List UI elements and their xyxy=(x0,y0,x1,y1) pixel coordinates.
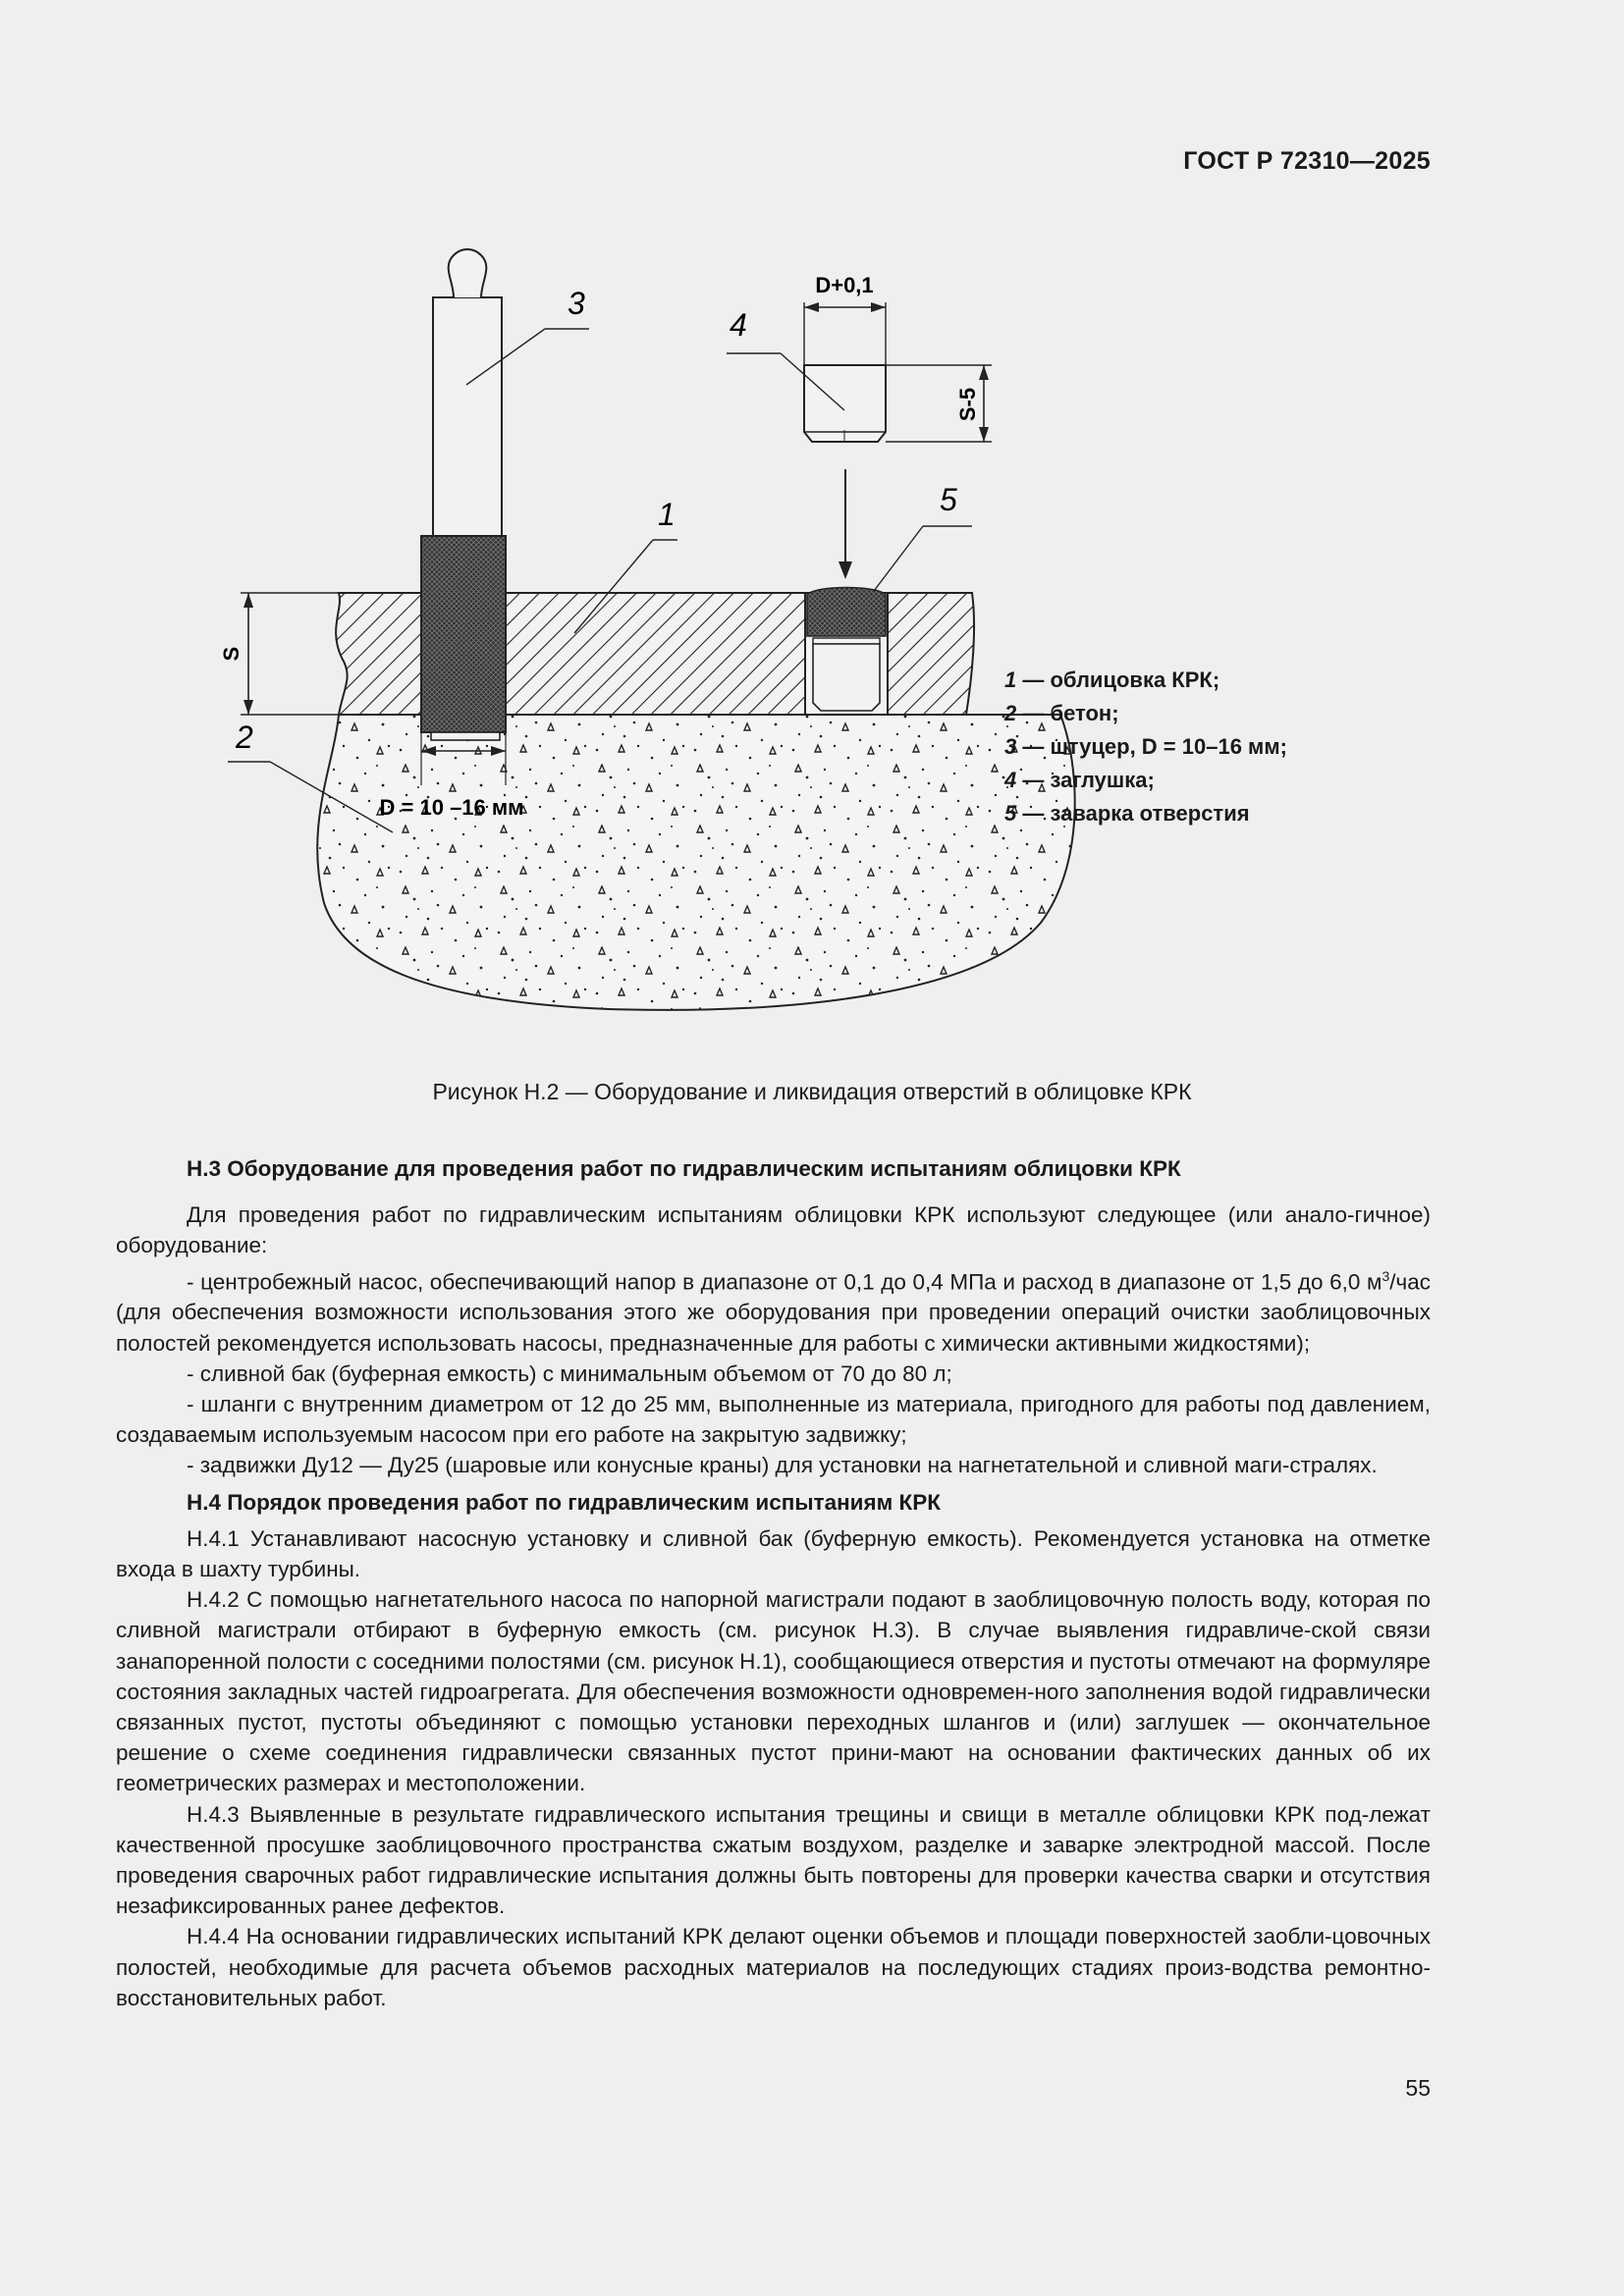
section-heading-h3: Н.3 Оборудование для проведения работ по гидравлическим испытаниям облицовки КРК xyxy=(187,1156,1181,1181)
callout-2: 2 xyxy=(236,720,253,755)
paragraph-h41: Н.4.1 Устанавливают насосную установку и сливной бак (буферную емкость). Рекомендуется установка на отметке входа в шахту турбины. xyxy=(116,1525,1431,1581)
fitting-tube xyxy=(433,297,502,540)
document-code: ГОСТ Р 72310—2025 xyxy=(1183,147,1431,175)
legend-item: 4 — заглушка; xyxy=(1004,768,1155,792)
figure-legend xyxy=(1004,664,1287,830)
paragraph-h44: Н.4.4 На основании гидравлических испытаний КРК делают оценки объемов и площади поверхностей заобли-цовочных полостей, необходимые для расчета объемов расходных материалов на последующих стадиях произ-водства ремонтно-восстановительных работ. xyxy=(116,1924,1431,2010)
legend-item: 5 — заварка отверстия xyxy=(1004,801,1250,826)
callout-1: 1 xyxy=(658,497,676,532)
bullet-pump: - центробежный насос, обеспечивающий напор в диапазоне от 0,1 до 0,4 МПа и расход в диапазоне от 1,5 до 6,0 $м^3$/час (для обеспечения возможности использования этого же оборудования при проведении операций очистки заоблицовочных полостей рекомендуется использовать насосы, предназначенные для работы с химически активными жидкостями); xyxy=(116,1267,1431,1356)
dim-thickness-label: S xyxy=(219,646,244,662)
figure-h2-drawing xyxy=(196,216,1375,1099)
callout-4: 4 xyxy=(730,307,747,343)
weld-fill xyxy=(807,588,886,637)
paragraph: Для проведения работ по гидравлическим испытаниям облицовки КРК используют следующее (или анало-гичное) оборудование: xyxy=(116,1202,1431,1258)
dim-bottom-label: D = 10 –16 мм xyxy=(379,795,524,820)
fitting-threaded-part xyxy=(421,536,506,732)
legend-item: 1 — облицовка КРК; xyxy=(1004,667,1220,692)
section-heading-h4: Н.4 Порядок проведения работ по гидравлическим испытаниям КРК xyxy=(187,1489,941,1515)
figure-caption: Рисунок Н.2 — Оборудование и ликвидация отверстий в облицовке КРК xyxy=(432,1079,1192,1104)
body-text xyxy=(116,1153,1431,2013)
paragraph-h43: Н.4.3 Выявленные в результате гидравлического испытания трещины и свищи в металле облицовки КРК под-лежат качественной просушке заоблицовочного пространства сжатым воздухом, разделке и заварке электродной массой. После проведения сварочных работ гидравлические испытания должны быть повторены для проверки качества сварки и отсутствия незафиксированных ранее дефектов. xyxy=(116,1801,1431,1919)
concrete-body xyxy=(317,715,1075,1010)
dim-plug-height-label: S-5 xyxy=(955,387,980,422)
legend-item: 2 — бетон; xyxy=(1004,701,1119,725)
dim-top-label: D+0,1 xyxy=(815,273,874,297)
bullet-valves: - задвижки Ду12 — Ду25 (шаровые или конусные краны) для установки на нагнетательной и сливной маги-стралях. xyxy=(187,1453,1378,1478)
callout-5: 5 xyxy=(940,482,957,517)
bullet-tank: - сливной бак (буферная емкость) с минимальным объемом от 70 до 80 л; xyxy=(187,1361,952,1386)
page-number: 55 xyxy=(1405,2075,1431,2101)
paragraph-h42: Н.4.2 С помощью нагнетательного насоса по напорной магистрали подают в заоблицовочную полость воду, которая по сливной магистрали отбирают в буферную емкость (см. рисунок Н.3). В случае выявления гидравличе-ской связи занапоренной полости с соседними полостями (см. рисунок Н.1), сообщающиеся отверстия и пустоты отмечают на формуляре состояния закладных частей гидроагрегата. Для обеспечения возможности одновремен-ного заполнения водой гидравлически связанных пустот, пустоты объединяют с помощью установки переходных шлангов и (или) заглушек — окончательное решение о схеме соединения гидравлически связанных пустот прини-мают на основании фактических данных об их геометрических размерах и местоположении. xyxy=(116,1587,1431,1796)
legend-item: 3 — штуцер, D = 10–16 мм; xyxy=(1004,734,1287,759)
fitting-handle xyxy=(449,249,487,297)
bullet-hoses: - шланги с внутренним диаметром от 12 до 25 мм, выполненные из материала, пригодного для работы под давлением, создаваемым используемым насосом при его работе на закрытую задвижку; xyxy=(116,1391,1431,1448)
callout-3: 3 xyxy=(568,286,585,321)
